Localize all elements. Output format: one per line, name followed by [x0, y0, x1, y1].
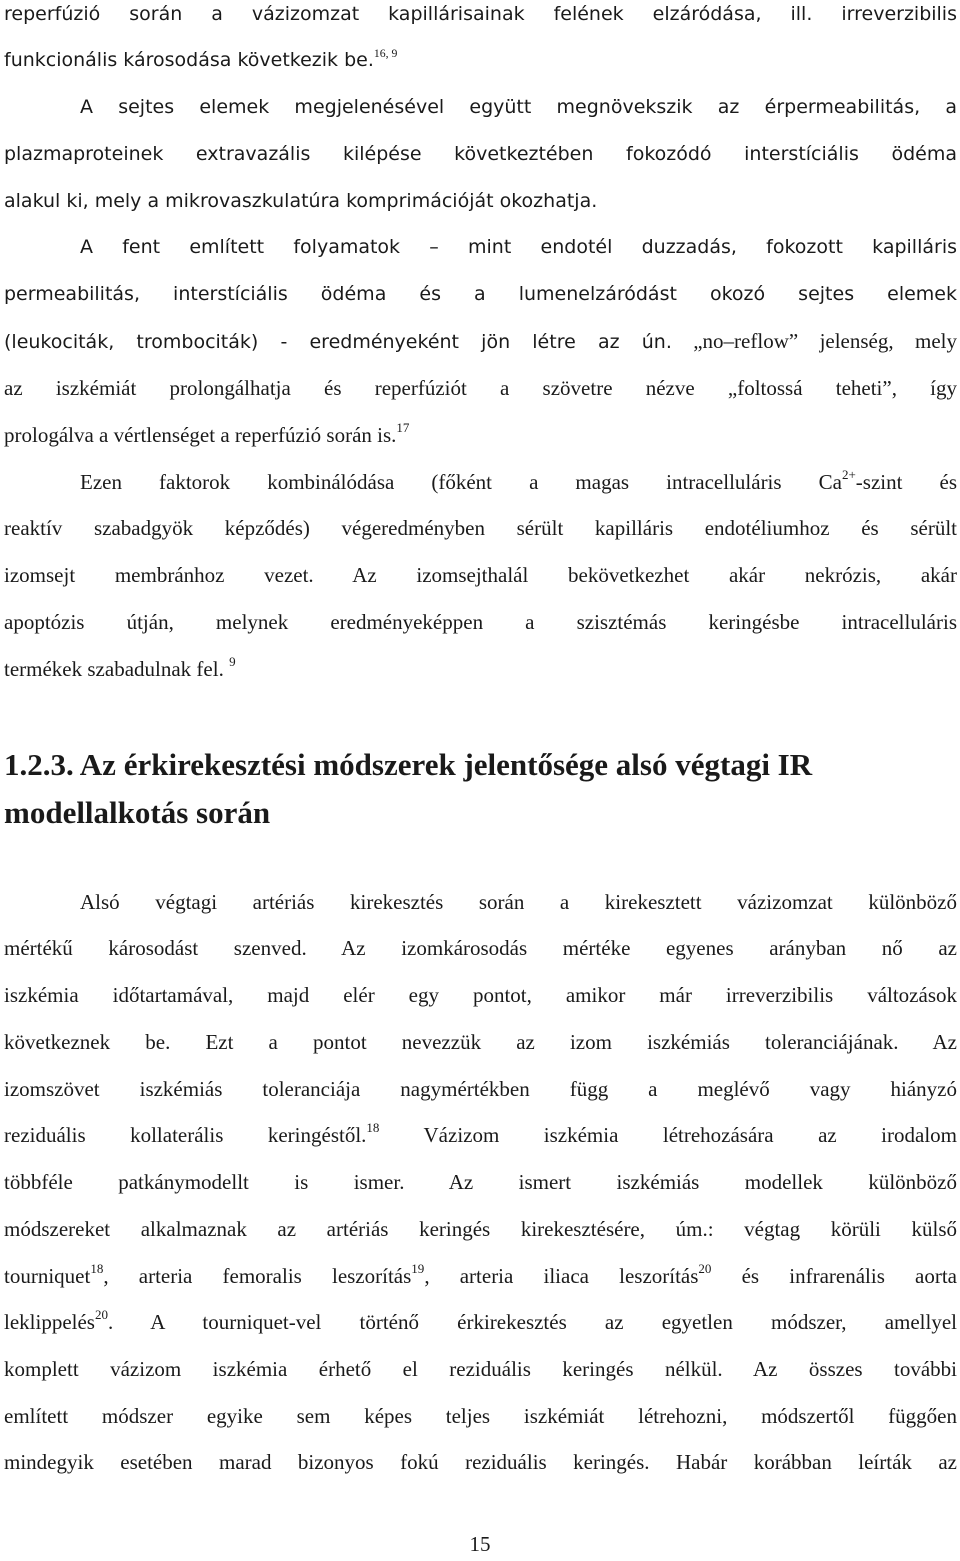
paragraph4-line3: izomsejt membránhoz vezet. Az izomsejthalál bekövetkezhet akár nekrózis, akár — [4, 563, 957, 587]
paragraph1-line2 — [4, 46, 957, 74]
page-number: 15 — [469, 1532, 491, 1556]
reference-superscript: 19 — [411, 1261, 425, 1277]
ion-charge-superscript: 2+ — [841, 467, 856, 483]
section-heading-line1 — [4, 745, 957, 785]
reference-superscript: 17 — [396, 420, 410, 436]
paragraph4-line5-text: termékek szabadulnak fel. — [4, 657, 224, 681]
paragraph2-line2: plazmaproteinek extravazális kilépése következtében fokozódó interstíciális ödéma — [4, 143, 957, 165]
paragraph4-line1-text: Ezen faktorok kombinálódása (főként a magas intracelluláris Ca — [80, 470, 842, 494]
reference-superscript: 16, 9 — [373, 46, 398, 60]
paragraph3-line2: permeabilitás, interstíciális ödéma és a lumenelzáródást okozó sejtes elemek — [4, 283, 957, 305]
paragraph4-line2: reaktív szabadgyök képződés) végeredményben sérült kapilláris endotéliumhoz és sérült — [4, 516, 957, 540]
paragraph5-line9b: , arteria femoralis leszorítás — [103, 1264, 412, 1288]
paragraph5-line9a: tourniquet — [4, 1264, 91, 1288]
paragraph3-line3-sans: (leukociták, trombociták) - eredményeként jön létre az ún. — [4, 331, 672, 353]
paragraph1-line1: reperfúzió során a vázizomzat kapillárisainak felének elzáródása, ill. irreverzibilis — [4, 3, 957, 25]
reference-superscript: 18 — [90, 1261, 104, 1277]
paragraph5-line9 — [4, 1262, 957, 1290]
reference-superscript: 20 — [94, 1307, 108, 1323]
paragraph3-line3 — [4, 327, 957, 356]
paragraph5-line2: mértékű károsodást szenved. Az izomkárosodás mértéke egyenes arányban nő az — [4, 936, 957, 960]
paragraph5-line7: többféle patkánymodellt is ismer. Az ismert iszkémiás modellek különböző — [4, 1170, 957, 1194]
paragraph4-line1-end: -szint és — [855, 470, 957, 494]
paragraph3-line5-text: prologálva a vértlenséget a reperfúzió során is. — [4, 423, 397, 447]
paragraph5-line8: módszereket alkalmaznak az artériás keringés kirekesztésére, úm.: végtag körüli külső — [4, 1217, 957, 1241]
paragraph5-line6b: Vázizom iszkémia létrehozására az irodalom — [379, 1123, 957, 1147]
paragraph5-line12: említett módszer egyike sem képes teljes iszkémiát létrehozni, módszertől függően — [4, 1404, 957, 1428]
paragraph3-line5 — [4, 421, 957, 449]
section-heading-line2: modellalkotás során — [4, 795, 271, 830]
paragraph5-line13: mindegyik esetében marad bizonyos fokú reziduális keringés. Habár korábban leírták az — [4, 1450, 957, 1474]
paragraph4-line1 — [80, 468, 957, 496]
paragraph5-line6a: reziduális kollaterális keringéstől. — [4, 1123, 367, 1147]
paragraph5-line10a: leklippelés — [4, 1310, 95, 1334]
paragraph5-line6 — [4, 1121, 957, 1149]
paragraph1-line2-text: funkcionális károsodása következik be. — [4, 49, 374, 71]
paragraph3-line4: az iszkémiát prolongálhatja és reperfúziót a szövetre nézve „foltossá teheti”, így — [4, 376, 957, 400]
paragraph2-line1: A sejtes elemek megjelenésével együtt megnövekszik az érpermeabilitás, a — [80, 96, 957, 118]
paragraph2-line3: alakul ki, mely a mikrovaszkulatúra komprimációját okozhatja. — [4, 190, 598, 212]
paragraph5-line11: komplett vázizom iszkémia érhető el reziduális keringés nélkül. Az összes további — [4, 1357, 957, 1381]
section-number: 1.2.3. — [4, 747, 74, 782]
paragraph3-line3-serif: „no–reflow” jelenség, mely — [671, 329, 957, 353]
paragraph5-line9c: , arteria iliaca leszorítás — [424, 1264, 699, 1288]
reference-superscript: 20 — [698, 1261, 712, 1277]
paragraph5-line5: izomszövet iszkémiás toleranciája nagymértékben függ a meglévő vagy hiányzó — [4, 1077, 957, 1101]
paragraph4-line5 — [4, 655, 957, 683]
paragraph5-line3: iszkémia időtartamával, majd elér egy pontot, amikor már irreverzibilis változások — [4, 983, 957, 1007]
reference-superscript: 18 — [366, 1120, 380, 1136]
paragraph5-line10b: . A tourniquet-vel történő érkirekesztés az egyetlen módszer, amellyel — [108, 1310, 957, 1334]
paragraph3-line1: A fent említett folyamatok – mint endotél duzzadás, fokozott kapilláris — [80, 236, 957, 258]
paragraph5-line10 — [4, 1308, 957, 1336]
paragraph5-line4: következnek be. Ezt a pontot nevezzük az izom iszkémiás toleranciájának. Az — [4, 1030, 957, 1054]
paragraph5-line1: Alsó végtagi artériás kirekesztés során a kirekesztett vázizomzat különböző — [80, 890, 957, 914]
section-title: Az érkirekesztési módszerek jelentősége alsó végtagi IR — [79, 747, 813, 782]
paragraph5-line9d: és infrarenális aorta — [711, 1264, 957, 1288]
reference-superscript: 9 — [229, 654, 236, 670]
paragraph4-line4: apoptózis útján, melynek eredményeképpen a szisztémás keringésbe intracelluláris — [4, 610, 957, 634]
